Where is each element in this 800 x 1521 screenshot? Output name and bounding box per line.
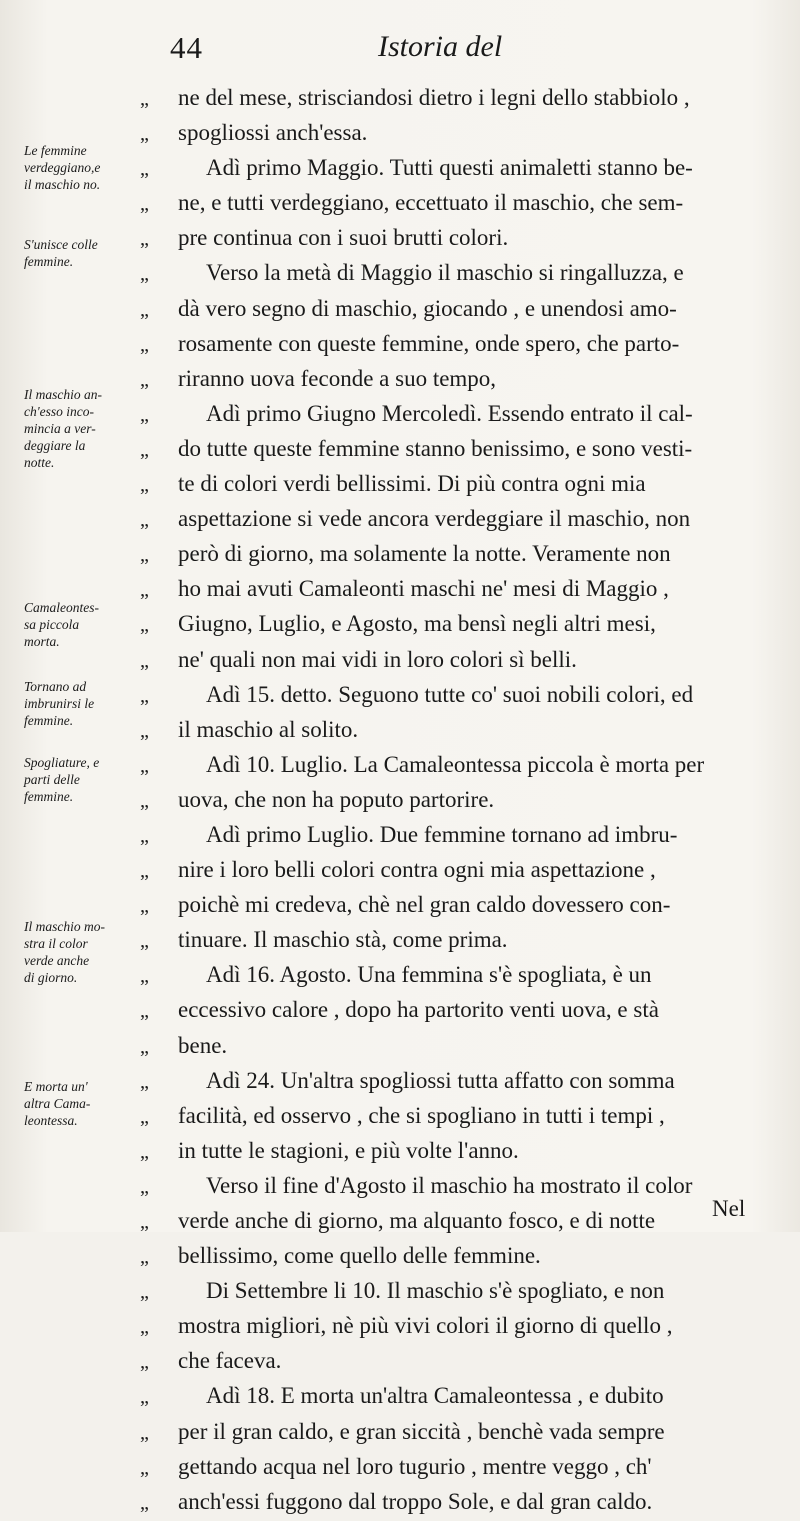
quote-mark: „ [140, 298, 149, 321]
line-text: verde anche di giorno, ma alquanto fosco, e di notte [178, 1208, 656, 1233]
text-line [140, 782, 780, 817]
line-text: gettando acqua nel loro tugurio , mentre veggo , ch' [178, 1453, 652, 1479]
quote-mark: „ [140, 579, 149, 602]
margin-note: Il maschio mo- stra il color verde anche di giorno. [24, 919, 105, 985]
line-text: ne' quali non mai vidi in loro colori sì belli. [178, 646, 577, 672]
page-header [0, 30, 800, 70]
margin-note: Tornano ad imbrunirsi le femmine. [24, 679, 95, 728]
margin-note: Le femmine verdeggiano,e il maschio no. [24, 143, 101, 192]
quote-mark: „ [140, 1491, 149, 1514]
line-text: do tutte queste femmine stanno benissimo, e sono vesti- [178, 435, 693, 461]
quote-mark: „ [140, 1175, 149, 1198]
margin-note: E morta un' altra Cama- leontessa. [24, 1079, 91, 1128]
text-line [140, 642, 780, 677]
line-text: Verso la metà di Maggio il maschio si ringalluzza, e [206, 260, 684, 286]
line-text: ne del mese, strisciandosi dietro i legni dello stabbiolo , [178, 85, 690, 110]
line-text: ho mai avuti Camaleonti maschi ne' mesi di Maggio , [178, 576, 669, 602]
line-text: Adì primo Giugno Mercoledì. Essendo entrato il cal- [206, 400, 693, 426]
body-text [140, 80, 780, 1519]
text-line [140, 1308, 780, 1343]
quote-mark: „ [140, 789, 149, 812]
line-text: pre continua con i suoi brutti colori. [178, 225, 509, 251]
margin-note: Camaleontes- sa piccola morta. [24, 600, 99, 649]
line-text: in tutte le stagioni, e più volte l'anno. [178, 1137, 519, 1163]
quote-mark: „ [140, 719, 149, 742]
line-text: tinuare. Il maschio stà, come prima. [178, 927, 508, 953]
quote-mark: „ [140, 1211, 149, 1233]
line-text: il maschio al solito. [178, 716, 359, 742]
line-text: Giugno, Luglio, e Agosto, ma bensì negli altri mesi, [178, 611, 656, 637]
text-line [140, 501, 780, 536]
text-line [140, 1098, 780, 1133]
text-line [140, 1028, 780, 1063]
quote-mark: „ [140, 1281, 149, 1304]
line-text: Adì 18. E morta un'altra Camaleontessa , e dubito [206, 1383, 664, 1409]
text-line [140, 1414, 780, 1449]
text-line [140, 255, 780, 290]
text-line [140, 396, 780, 431]
catchword: Nel [712, 1196, 746, 1221]
quote-mark: „ [140, 1000, 149, 1023]
quote-mark: „ [140, 930, 149, 953]
quote-mark: „ [140, 824, 149, 847]
quote-mark: „ [140, 1386, 149, 1409]
line-text: per il gran caldo, e gran siccità , benchè vada sempre [178, 1418, 665, 1444]
quote-mark: „ [140, 1316, 149, 1339]
quote-mark: „ [140, 474, 149, 497]
text-line [140, 185, 780, 220]
text-line [140, 1378, 780, 1413]
quote-mark: „ [140, 333, 149, 356]
text-line [140, 80, 780, 115]
line-text: Verso il fine d'Agosto il maschio ha mostrato il color [206, 1172, 693, 1198]
text-line [140, 1484, 780, 1519]
line-text: anch'essi fuggono dal troppo Sole, e dal gran caldo. [178, 1488, 653, 1514]
quote-mark: „ [140, 544, 149, 567]
text-line [140, 712, 780, 747]
quote-mark: „ [140, 895, 149, 918]
quote-mark: „ [140, 1140, 149, 1163]
text-line [140, 922, 780, 957]
line-text: facilità, ed osservo , che si spogliano in tutti i tempi , [178, 1102, 665, 1128]
line-text: bene. [178, 1032, 228, 1058]
text-line [140, 115, 780, 150]
text-line [140, 1133, 780, 1168]
text-line [140, 361, 780, 396]
text-line [140, 1203, 780, 1238]
running-title: Istoria del [378, 30, 503, 63]
line-text: aspettazione si vede ancora verdeggiare il maschio, non [178, 506, 691, 532]
line-text: però di giorno, ma solamente la notte. Veramente non [178, 541, 671, 567]
quote-mark: „ [140, 1456, 149, 1479]
text-line [140, 431, 780, 466]
line-text: Adì primo Luglio. Due femmine tornano ad imbru- [206, 821, 678, 847]
quote-mark: „ [140, 263, 149, 286]
text-line [140, 992, 780, 1027]
text-line [140, 1063, 780, 1098]
line-text: Adì 24. Un'altra spogliossi tutta affatto con somma [206, 1067, 675, 1093]
line-text: mostra migliori, nè più vivi colori il giorno di quello , [178, 1313, 673, 1339]
text-line [140, 536, 780, 571]
line-text: te di colori verdi bellissimi. Di più contra ogni mia [178, 471, 646, 497]
text-line [140, 150, 780, 185]
line-text: uova, che non ha poputo partorire. [178, 786, 495, 812]
quote-mark: „ [140, 368, 149, 391]
quote-mark: „ [140, 228, 149, 251]
quote-mark: „ [140, 754, 149, 777]
quote-mark: „ [140, 1035, 149, 1058]
text-line [140, 606, 780, 641]
quote-mark: „ [140, 193, 149, 216]
quote-mark: „ [140, 438, 149, 461]
text-line [140, 887, 780, 922]
text-line [140, 291, 780, 326]
text-line [140, 852, 780, 887]
quote-mark: „ [140, 1105, 149, 1128]
line-text: rosamente con queste femmine, onde spero, che parto- [178, 330, 680, 356]
quote-mark: „ [140, 684, 149, 707]
margin-note: S'unisce colle femmine. [24, 237, 98, 269]
text-line [140, 957, 780, 992]
quote-mark: „ [140, 1351, 149, 1374]
line-text: ne, e tutti verdeggiano, eccettuato il maschio, che sem- [178, 190, 684, 216]
line-text: Adì 16. Agosto. Una femmina s'è spogliata, è un [206, 962, 652, 988]
line-text: riranno uova feconde a suo tempo, [178, 365, 497, 391]
text-line [140, 1449, 780, 1484]
text-line [140, 1238, 780, 1273]
line-text: nire i loro belli colori contra ogni mia aspettazione , [178, 857, 656, 883]
quote-mark: „ [140, 860, 149, 883]
text-line [140, 1343, 780, 1378]
line-text: Di Settembre li 10. Il maschio s'è spogliato, e non [206, 1278, 665, 1304]
text-line [140, 466, 780, 501]
quote-mark: „ [140, 509, 149, 532]
line-text: Adì 15. detto. Seguono tutte co' suoi nobili colori, ed [206, 681, 694, 707]
text-line [140, 677, 780, 712]
text-line [140, 1168, 780, 1203]
quote-mark: „ [140, 403, 149, 426]
line-text: eccessivo calore , dopo ha partorito venti uova, e stà [178, 997, 659, 1023]
margin-note: Il maschio an- ch'esso inco- mincia a ver- deggiare la notte. [24, 387, 102, 470]
quote-mark: „ [140, 965, 149, 988]
text-line [140, 571, 780, 606]
quote-mark: „ [140, 88, 149, 110]
quote-mark: „ [140, 1421, 149, 1444]
page-number: 44 [170, 30, 203, 65]
quote-mark: „ [140, 614, 149, 637]
line-text: che faceva. [178, 1348, 282, 1374]
line-text: poichè mi credeva, chè nel gran caldo dovessero con- [178, 892, 671, 918]
line-text: Adì primo Maggio. Tutti questi animaletti stanno be- [206, 155, 693, 181]
quote-mark: „ [140, 1070, 149, 1093]
text-line [140, 326, 780, 361]
quote-mark: „ [140, 123, 149, 146]
quote-mark: „ [140, 649, 149, 672]
quote-mark: „ [140, 158, 149, 181]
quote-mark: „ [140, 1246, 149, 1269]
text-line [140, 747, 780, 782]
line-text: dà vero segno di maschio, giocando , e unendosi amo- [178, 295, 677, 321]
text-line [140, 1273, 780, 1308]
line-text: spogliossi anch'essa. [178, 120, 368, 146]
line-text: Adì 10. Luglio. La Camaleontessa piccola è morta per [206, 751, 705, 777]
text-line [140, 817, 780, 852]
line-text: bellissimo, come quello delle femmine. [178, 1243, 541, 1269]
text-line [140, 220, 780, 255]
margin-note: Spogliature, e parti delle femmine. [24, 755, 100, 804]
